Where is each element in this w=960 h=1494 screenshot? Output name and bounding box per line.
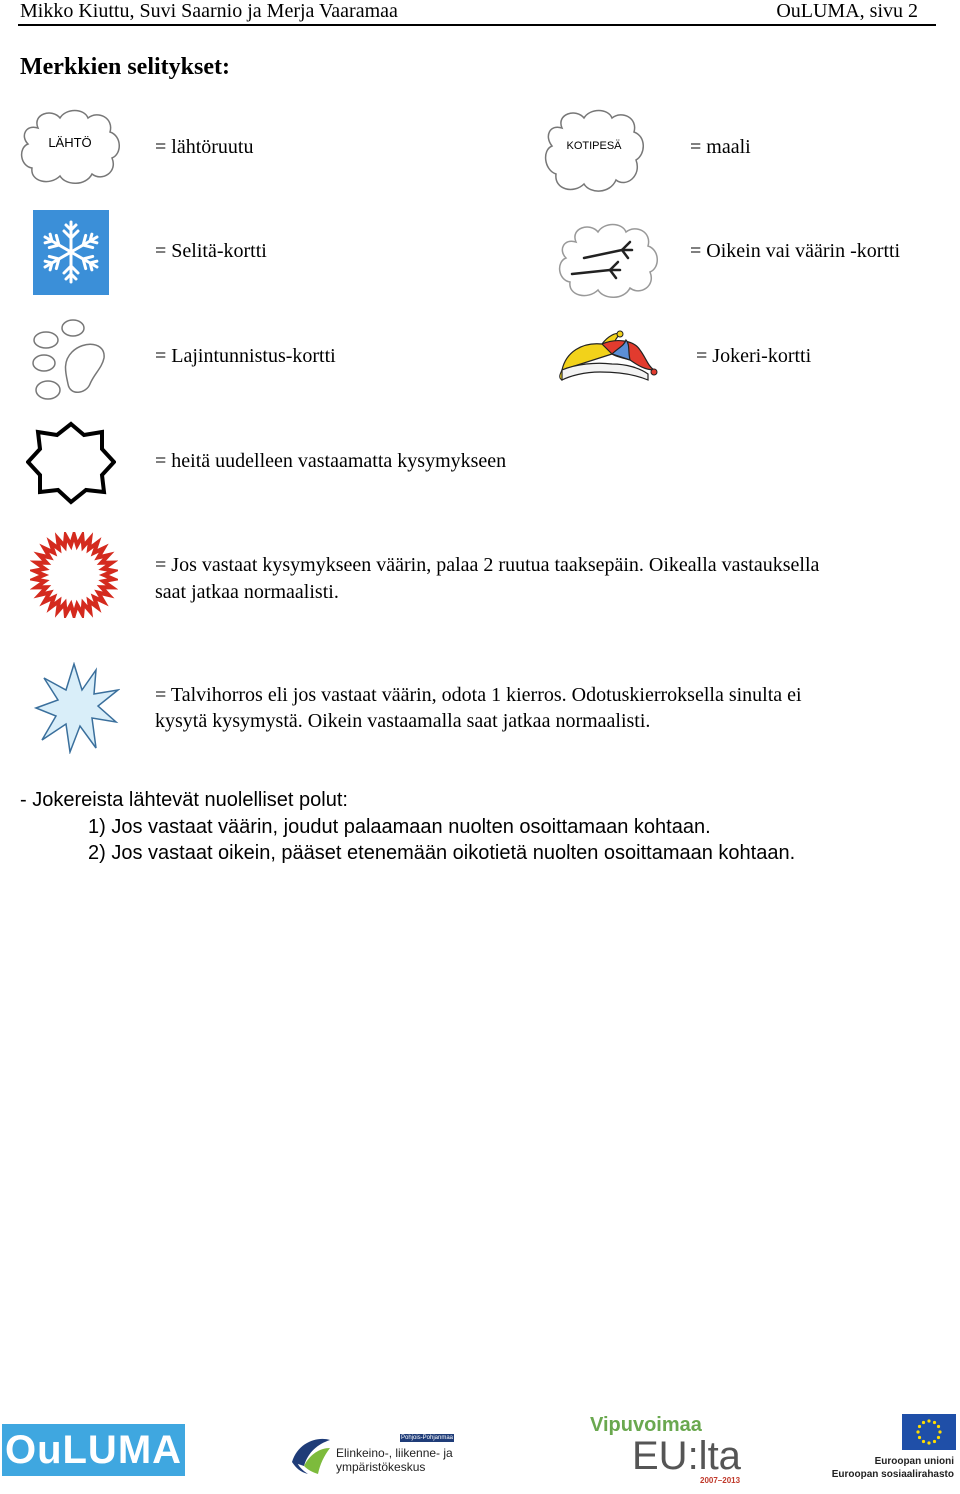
header-divider bbox=[18, 24, 936, 26]
ely-line2: ympäristökeskus bbox=[336, 1460, 426, 1474]
eu-star bbox=[933, 1440, 936, 1443]
eu-star bbox=[922, 1421, 925, 1424]
ely-line1: Elinkeino-, liikenne- ja bbox=[336, 1446, 453, 1460]
eu-logo bbox=[831, 1414, 956, 1484]
eulta-label: EU:lta bbox=[632, 1434, 741, 1478]
legend-start: = lähtöruutu bbox=[155, 136, 254, 158]
eu-star bbox=[918, 1436, 921, 1439]
start-cloud-icon bbox=[18, 106, 122, 188]
ely-logo bbox=[288, 1420, 466, 1482]
legend-species: = Lajintunnistus-kortti bbox=[155, 345, 336, 367]
eu-flag-icon bbox=[902, 1414, 956, 1450]
goal-cloud-label: KOTIPESÄ bbox=[566, 140, 622, 152]
ouluma-logo: OuLUMA bbox=[2, 1424, 185, 1476]
start-cloud-label: LÄHTÖ bbox=[48, 135, 92, 150]
eu-star bbox=[933, 1421, 936, 1424]
red-burst-icon bbox=[30, 532, 118, 618]
legend-back-two-line2: saat jatkaa normaalisti. bbox=[155, 581, 339, 603]
legend-hibernation-line2: kysytä kysymystä. Oikein vastaamalla saat jatkaa normaalisti. bbox=[155, 710, 651, 732]
eu-star bbox=[916, 1430, 919, 1433]
ice-star-icon bbox=[34, 662, 120, 754]
notes-item-right: 2) Jos vastaat oikein, pääset etenemään oikotietä nuolten osoittamaan kohtaan. bbox=[88, 842, 796, 864]
joker-paths-notes bbox=[20, 787, 795, 867]
eu-star bbox=[927, 1441, 930, 1444]
eu-star bbox=[918, 1425, 921, 1428]
eu-star bbox=[938, 1430, 941, 1433]
vipuvoimaa-logo bbox=[588, 1414, 750, 1488]
bird-tracks-icon bbox=[556, 220, 660, 302]
page-title: Merkkien selitykset: bbox=[20, 54, 230, 80]
notes-heading: - Jokereista lähtevät nuolelliset polut: bbox=[20, 789, 348, 811]
legend-right-wrong: = Oikein vai väärin -kortti bbox=[690, 240, 901, 262]
legend-joker: = Jokeri-kortti bbox=[696, 345, 812, 367]
legend-back-two-line1: = Jos vastaat kysymykseen väärin, palaa 2 ruutua taaksepäin. Oikealla vastauksella bbox=[155, 554, 820, 576]
vipuvoimaa-years: 2007–2013 bbox=[700, 1476, 741, 1485]
vipuvoimaa-label: Vipuvoimaa bbox=[590, 1414, 702, 1436]
snowflake-icon bbox=[33, 210, 109, 295]
eu-line1: Euroopan unioni bbox=[874, 1456, 954, 1467]
eu-star bbox=[937, 1436, 940, 1439]
header-authors: Mikko Kiuttu, Suvi Saarnio ja Merja Vaaramaa bbox=[20, 0, 398, 22]
eu-star bbox=[922, 1440, 925, 1443]
legend-explain: = Selitä-kortti bbox=[155, 240, 267, 262]
jester-hat-icon bbox=[556, 330, 660, 392]
eu-line2: Euroopan sosiaalirahasto bbox=[831, 1469, 954, 1480]
throw-again-star-icon bbox=[26, 420, 116, 506]
header-page-info: OuLUMA, sivu 2 bbox=[776, 0, 918, 22]
eu-star bbox=[927, 1419, 930, 1422]
notes-item-wrong: 1) Jos vastaat väärin, joudut palaamaan nuolten osoittamaan kohtaan. bbox=[88, 815, 711, 838]
ely-region-label: Pohjois-Pohjanmaa bbox=[400, 1435, 454, 1441]
legend-throw-again: = heitä uudelleen vastaamatta kysymykseen bbox=[155, 450, 507, 472]
eu-star bbox=[937, 1425, 940, 1428]
ely-emblem-icon bbox=[288, 1432, 332, 1476]
paw-print-icon bbox=[28, 318, 110, 404]
legend-goal: = maali bbox=[690, 136, 751, 158]
legend-hibernation-line1: = Talvihorros eli jos vastaat väärin, odota 1 kierros. Odotuskierroksella sinulta ei bbox=[155, 684, 802, 706]
goal-cloud-icon bbox=[542, 106, 646, 196]
